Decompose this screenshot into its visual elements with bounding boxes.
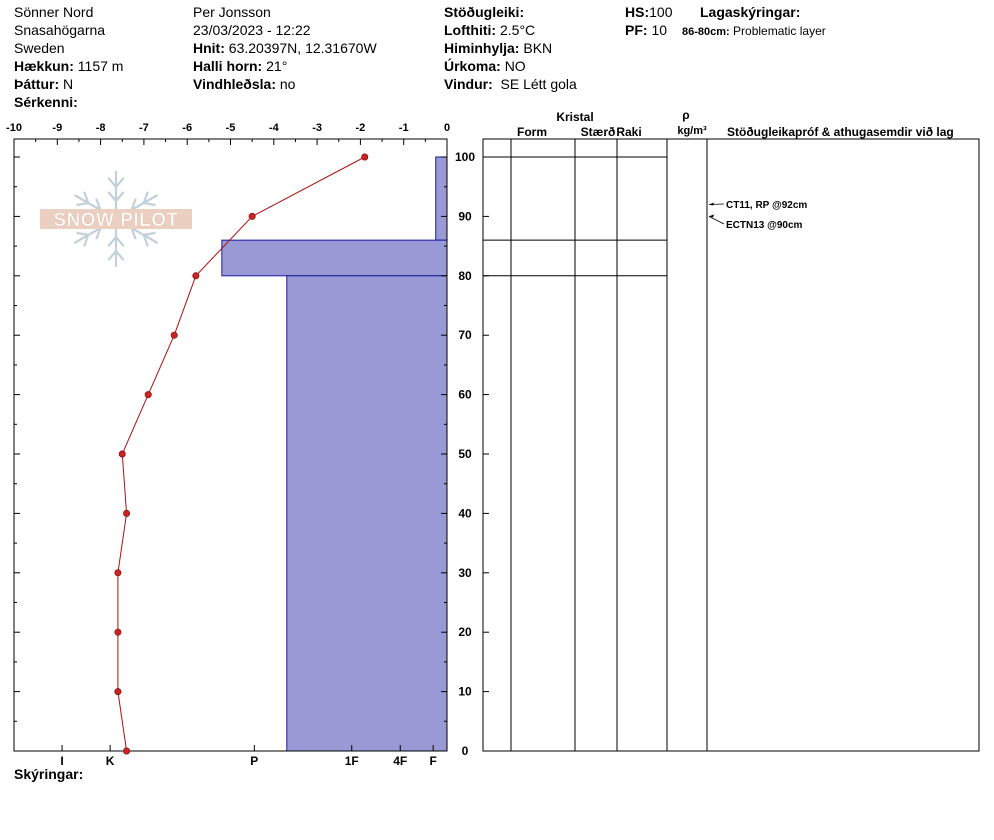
- pf-value: 10: [651, 22, 668, 38]
- snowflake-branch: [116, 192, 124, 201]
- layer-note-text: Problematic layer: [733, 24, 826, 38]
- temperature-point: [123, 510, 129, 516]
- wind-loading-label: Vindhleðsla:: [193, 76, 276, 92]
- snowflake-branch: [116, 178, 124, 187]
- hardness-layer: [222, 240, 447, 276]
- depth-tick-label: 0: [461, 744, 469, 758]
- depth-tick-label: 80: [458, 268, 472, 283]
- test-arrow-icon: [709, 203, 714, 206]
- temperature-point: [123, 748, 129, 754]
- observation-datetime: 23/03/2023 - 12:22: [193, 22, 311, 38]
- depth-tick-label: 20: [458, 625, 472, 640]
- temperature-point: [119, 451, 125, 457]
- logo-text: SNOW PILOT: [53, 210, 179, 231]
- temp-tick-label: -7: [139, 122, 149, 134]
- temperature-point: [249, 213, 255, 219]
- hardness-tick-label: F: [429, 754, 437, 768]
- hs-label: HS:: [625, 4, 650, 20]
- temp-tick-label: -8: [95, 122, 106, 134]
- depth-tick-label: 60: [458, 387, 472, 402]
- hardness-layer: [436, 157, 447, 240]
- temp-tick-label: -5: [225, 122, 236, 134]
- depth-tick-label: 50: [458, 447, 472, 461]
- layer-table: [483, 108, 979, 751]
- wind-loading-value: no: [279, 76, 296, 92]
- pf-label: PF:: [625, 22, 648, 38]
- coords-value: 63.20397N, 12.31670W: [228, 40, 377, 56]
- snowflake-branch: [108, 237, 116, 246]
- elevation-value: 1157 m: [77, 58, 124, 74]
- temperature-point: [115, 570, 121, 576]
- elevation-label: Hækkun:: [14, 58, 74, 74]
- rho-header: ρ: [682, 108, 690, 122]
- stability-tests: [709, 200, 807, 231]
- hardness-layers: [222, 157, 447, 751]
- crystal-header: Kristal: [556, 110, 594, 124]
- location-name: Sönner Nord: [14, 4, 94, 20]
- depth-tick-label: 30: [458, 565, 472, 580]
- depth-tick-label: 90: [458, 209, 472, 224]
- aspect-label: Þáttur:: [14, 76, 60, 92]
- temp-tick-label: -2: [355, 122, 366, 134]
- temp-tick-label: -1: [398, 122, 409, 134]
- sky-label: Himinhylja:: [444, 40, 520, 56]
- layer-notes-label: Lagaskýringar:: [700, 4, 801, 20]
- hs-value: 100: [649, 4, 673, 20]
- snowflake-branch: [116, 251, 124, 260]
- temp-tick-label: -9: [52, 122, 63, 134]
- depth-tick-label: 100: [454, 150, 476, 164]
- footer-notes-label: Skýringar:: [14, 766, 84, 782]
- stability-test-label: CT11, RP @92cm: [726, 200, 808, 211]
- snowflake-branch: [108, 192, 116, 201]
- country-name: Sweden: [14, 40, 65, 56]
- temp-tick-label: 0: [443, 122, 451, 134]
- precip-value: NO: [504, 58, 526, 74]
- precip-label: Úrkoma:: [444, 58, 501, 74]
- depth-tick-label: 70: [458, 328, 472, 343]
- temp-tick-label: -3: [312, 122, 322, 134]
- wind-value: SE Létt gola: [500, 76, 577, 92]
- air-temp-value: 2.5°C: [499, 22, 536, 38]
- features-label: Sérkenni:: [14, 94, 78, 110]
- snowflake-branch: [108, 251, 116, 260]
- temperature-point: [115, 629, 121, 635]
- stability-test-label: ECTN13 @90cm: [726, 220, 803, 231]
- temp-tick-label: -10: [6, 122, 22, 134]
- area-name: Snasahögarna: [14, 22, 106, 38]
- form-header: Form: [517, 125, 547, 139]
- snowflake-branch: [144, 233, 156, 235]
- snowflake-branch: [144, 203, 156, 205]
- snowpilot-logo: [40, 171, 192, 267]
- hardness-tick-label: 4F: [393, 754, 408, 768]
- depth-tick-label: 10: [458, 684, 472, 699]
- air-temp-label: Lofthiti:: [444, 22, 497, 38]
- layer-note-range: 86-80cm:: [682, 26, 730, 38]
- temp-tick-label: -6: [182, 122, 193, 134]
- temperature-point: [362, 154, 368, 160]
- snowflake-branch: [76, 233, 88, 235]
- snowflake-branch: [76, 203, 88, 205]
- snowflake-branch: [116, 237, 124, 246]
- sky-value: BKN: [523, 40, 553, 56]
- hardness-tick-label: P: [250, 754, 259, 768]
- temperature-point: [193, 273, 199, 279]
- temperature-point: [171, 332, 177, 338]
- density-unit-header: kg/m³: [677, 125, 707, 137]
- slope-value: 21°: [266, 58, 288, 74]
- hardness-tick-label: 1F: [344, 754, 359, 768]
- temperature-point: [145, 391, 151, 397]
- wind-label: Vindur:: [444, 76, 493, 92]
- depth-tick-label: 40: [458, 506, 472, 521]
- coords-label: Hnit:: [193, 40, 225, 56]
- moisture-header: Raki: [616, 125, 642, 139]
- tests-header: Stöðugleikapróf & athugasemdir við lag: [727, 125, 954, 139]
- temperature-axis: [6, 122, 450, 145]
- hardness-tick-label: K: [105, 754, 115, 768]
- aspect-value: N: [63, 76, 74, 92]
- temperature-point: [115, 688, 121, 694]
- temp-tick-label: -4: [268, 122, 279, 134]
- test-leader-line: [709, 216, 724, 224]
- hardness-layer: [287, 276, 447, 751]
- stability-label: Stöðugleiki:: [444, 4, 525, 20]
- snowflake-branch: [108, 178, 116, 187]
- slope-label: Halli horn:: [193, 58, 263, 74]
- hardness-tick-label: I: [60, 754, 64, 768]
- observer-name: Per Jonsson: [193, 4, 271, 20]
- size-header: Stærð: [580, 125, 616, 139]
